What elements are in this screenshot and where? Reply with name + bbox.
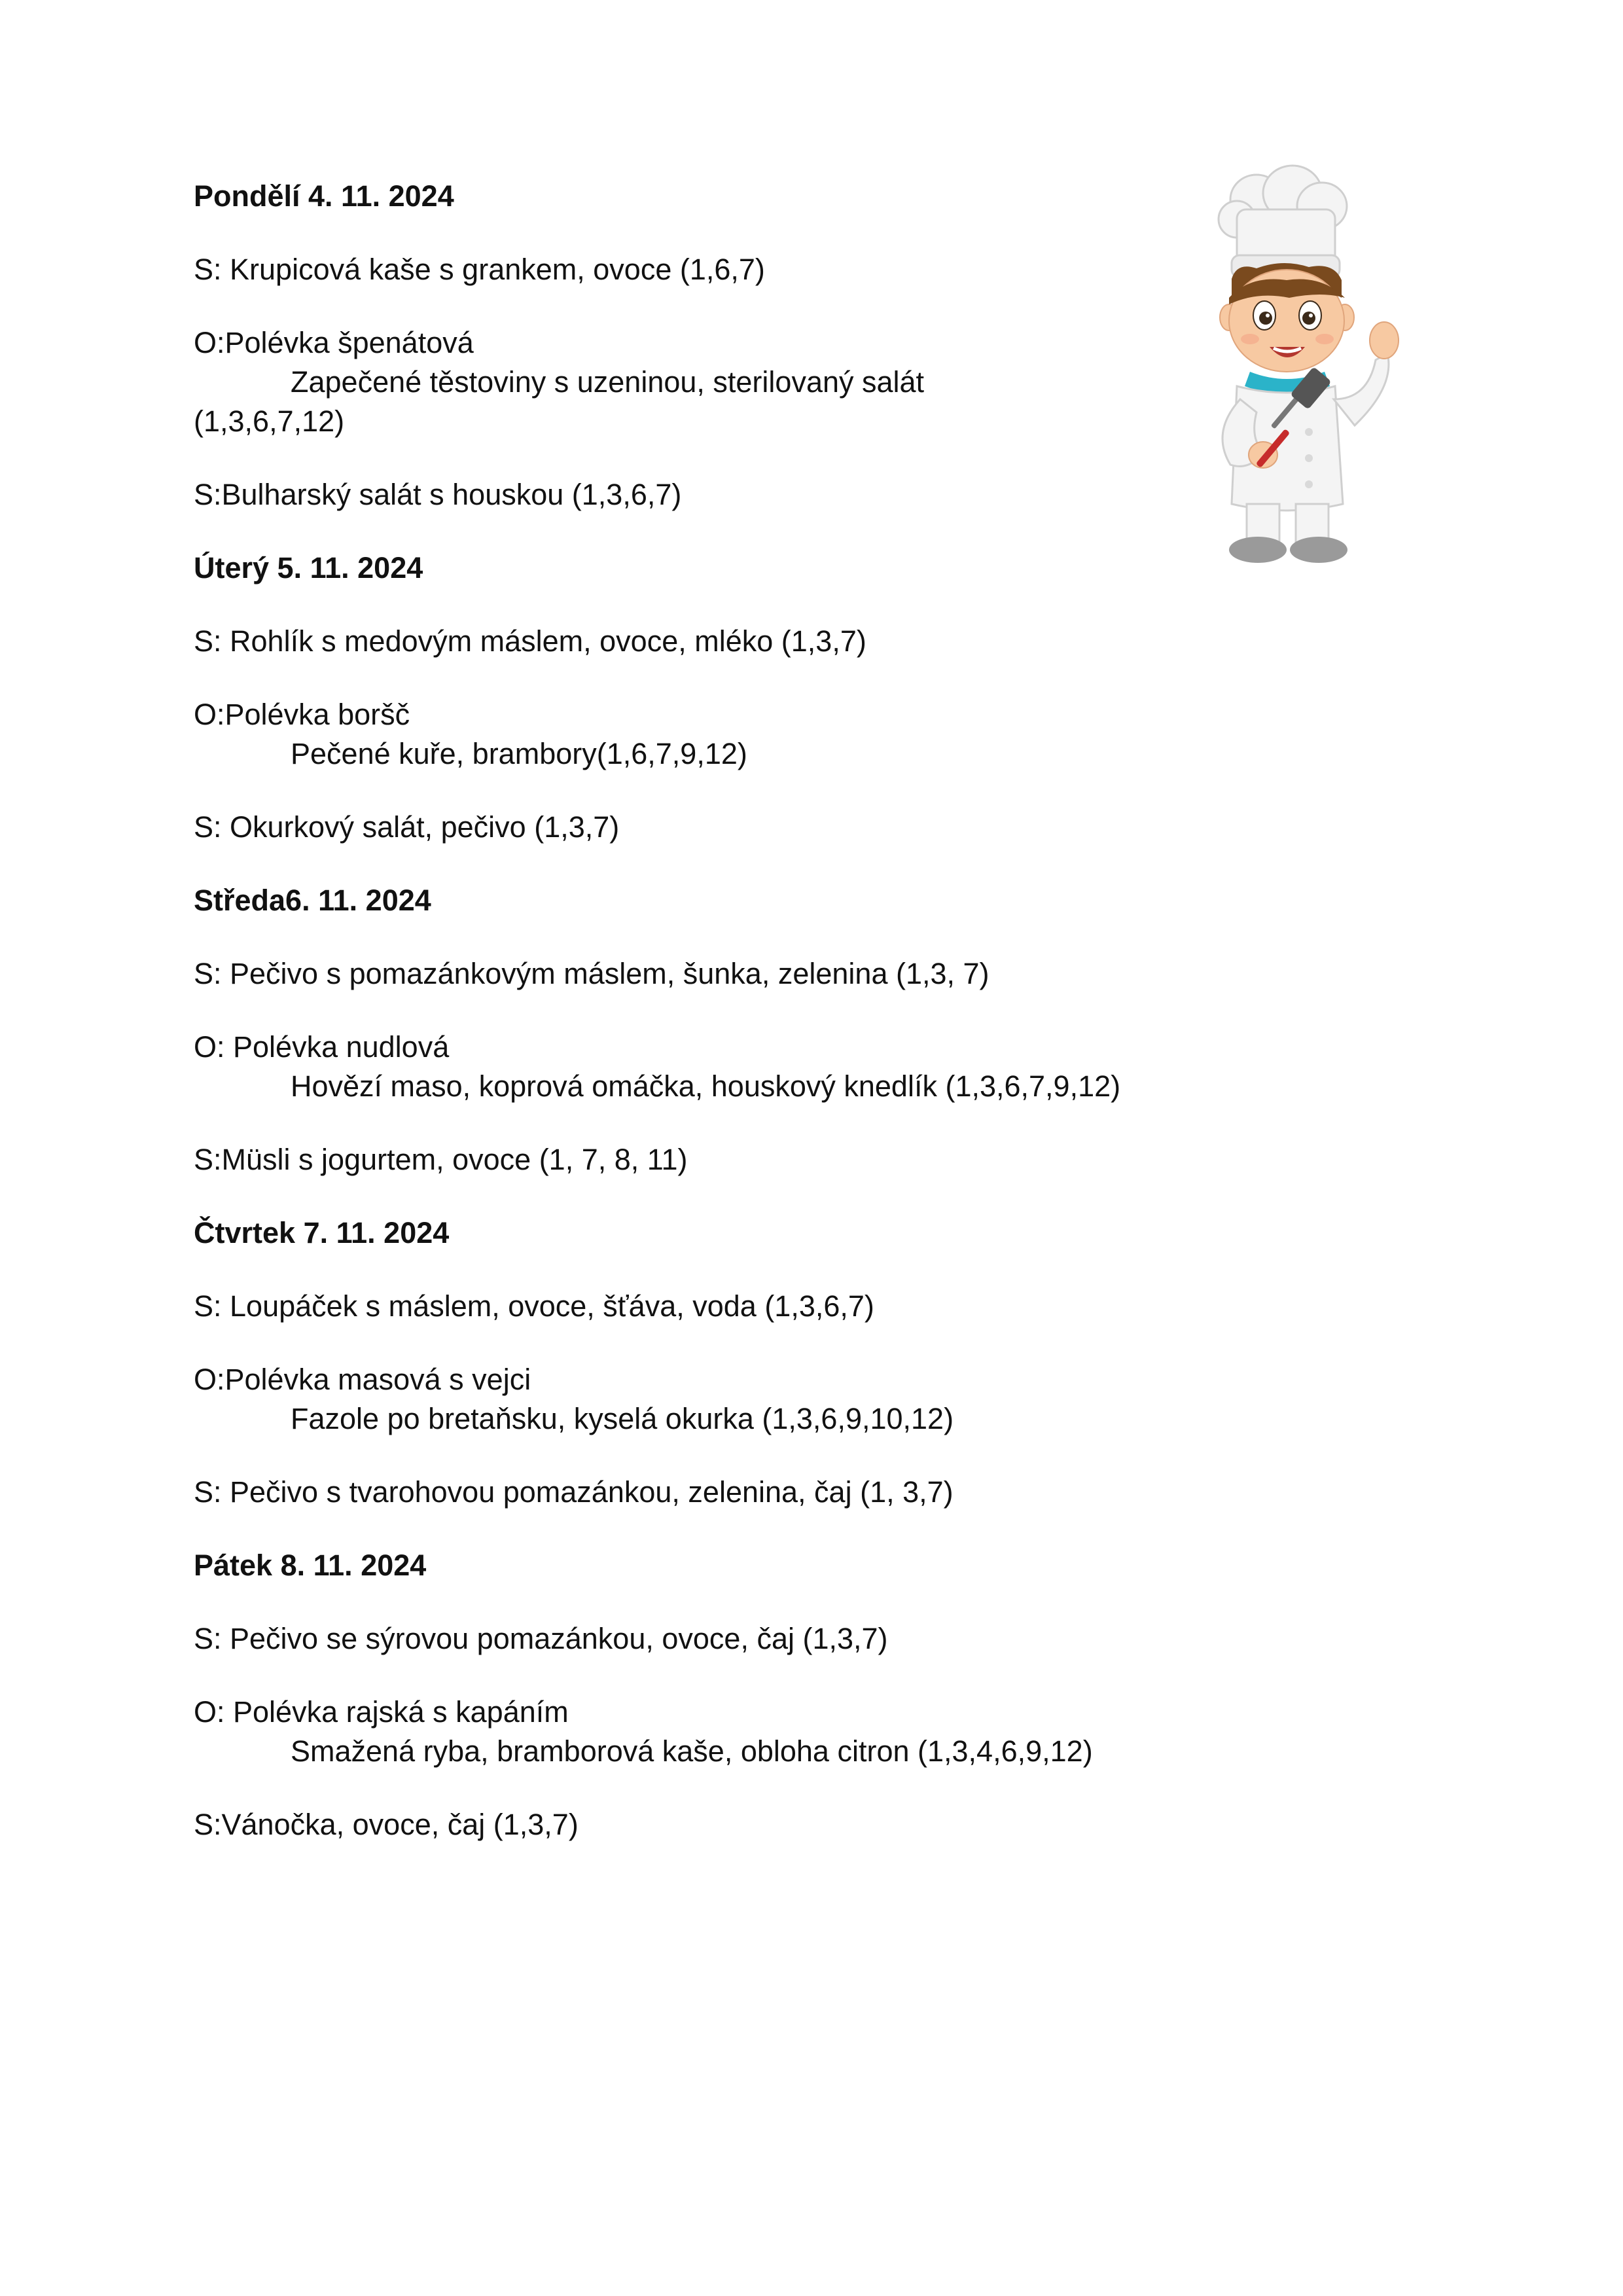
lunch-main-line: Hovězí maso, koprová omáčka, houskový knedlík (1,3,6,7,9,12) [291,1069,1121,1103]
lunch-soup-line: O:Polévka špenátová [194,326,474,359]
snack-line: S:Müsli s jogurtem, ovoce (1, 7, 8, 11) [194,1143,688,1176]
lunch-soup-line: O:Polévka masová s vejci [194,1363,531,1396]
day-title: Středa6. 11. 2024 [194,884,431,917]
lunch-main-line: Fazole po bretaňsku, kyselá okurka (1,3,6,9,10,12) [291,1402,954,1435]
breakfast-line: S: Rohlík s medovým máslem, ovoce, mléko (1,3,7) [194,624,866,658]
lunch-main-continuation: (1,3,6,7,12) [194,404,345,438]
chef-hat-icon [1219,166,1347,278]
lunch-main-line: Zapečené těstoviny s uzeninou, sterilovaný salát [291,365,925,399]
day-title: Pondělí 4. 11. 2024 [194,179,454,213]
snack-line: S: Okurkový salát, pečivo (1,3,7) [194,810,620,844]
day-block-tuesday [194,548,1372,881]
snack-line: S:Bulharský salát s houskou (1,3,6,7) [194,478,682,511]
day-block-wednesday [194,881,1372,1213]
day-title: Úterý 5. 11. 2024 [194,551,423,584]
day-title: Čtvrtek 7. 11. 2024 [194,1216,450,1249]
lunch-main-line: Smažená ryba, bramborová kaše, obloha citron (1,3,4,6,9,12) [291,1734,1093,1768]
lunch-soup-line: O: Polévka rajská s kapáním [194,1695,569,1729]
breakfast-line: S: Loupáček s máslem, ovoce, šťáva, voda (1,3,6,7) [194,1289,874,1323]
breakfast-line: S: Krupicová kaše s grankem, ovoce (1,6,7) [194,253,765,286]
day-title: Pátek 8. 11. 2024 [194,1549,427,1582]
breakfast-line: S: Pečivo se sýrovou pomazánkou, ovoce, čaj (1,3,7) [194,1622,888,1655]
lunch-soup-line: O:Polévka boršč [194,698,410,731]
lunch-soup-line: O: Polévka nudlová [194,1030,450,1064]
lunch-main-line: Pečené kuře, brambory(1,6,7,9,12) [291,737,747,770]
day-block-friday [194,1546,1372,1844]
breakfast-line: S: Pečivo s pomazánkovým máslem, šunka, zelenina (1,3, 7) [194,957,990,990]
snack-line: S: Pečivo s tvarohovou pomazánkou, zelenina, čaj (1, 3,7) [194,1475,954,1509]
day-block-thursday [194,1213,1372,1546]
snack-line: S:Vánočka, ovoce, čaj (1,3,7) [194,1808,579,1841]
chef-cartoon-icon [1158,164,1407,569]
